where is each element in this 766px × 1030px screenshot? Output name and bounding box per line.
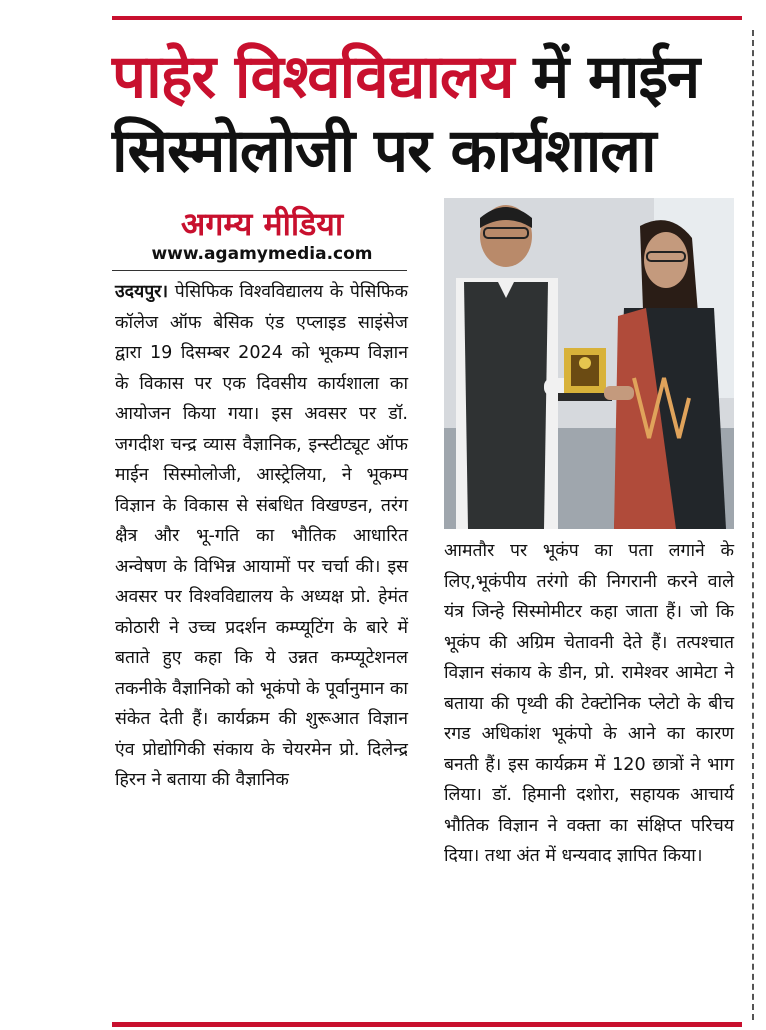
top-red-rule [112,16,742,20]
headline-rest: में माईन [513,42,700,112]
column-dashed-divider [752,30,754,1020]
masthead-logo: अगम्य मीडिया [180,205,344,243]
headline-line-2: सिस्मोलोजी पर कार्यशाला [112,116,656,186]
bottom-red-rule [112,1022,742,1027]
article-column-left [115,277,408,796]
masthead-divider [112,270,407,271]
article-column-right: आमतौर पर भूकंप का पता लगाने के लिए,भूकंपीय तरंगो की निगरानी करने वाले यंत्र जिन्हे सिस्मोमीटर कहा जाता हैं। जो कि भूकंप की अग्रिम चेतावनी देते हैं। तत्पश्चात विज्ञान संकाय के डीन, प्रो. रामेश्वर आमेटा ने बताया की पृथ्वी की टेक्टोनिक प्लेटो के बीच रगड अधिकांश भूकंपो के आने का कारण बनती हैं। इस कार्यक्रम में 120 छात्रों ने भाग लिया। डॉ. हिमानी दशोरा, सहायक आचार्य भौतिक विज्ञान ने वक्ता का संक्षिप्त परिचय दिया। तथा अंत में धन्यवाद ज्ञापित किया। [444,541,734,866]
masthead-url: www.agamymedia.com [151,244,373,264]
event-photo [444,198,734,529]
masthead [112,205,412,265]
award-presentation-illustration [444,198,734,529]
dateline: उदयपुर। [115,282,169,302]
article-body-left: पेसिफिक विश्वविद्यालय के पेसिफिक कॉलेज ऑफ बेसिक एंड एप्लाइड साइंसेज द्वारा 19 दिसम्बर 2024 को भूकम्प विज्ञान के विकास पर एक दिवसीय कार्यशाला का आयोजन किया गया। इस अवसर पर डॉ. जगदीश चन्द्र व्यास वैज्ञानिक, इन्स्टीट्यूट ऑफ माईन सिस्मोलोजी, आस्ट्रेलिया, ने भूकम्प विज्ञान के विकास से संबधित विखण्डन, तरंग क्षैत्र और भू-गति का भौतिक आधारित अन्वेषण के विभिन्न आयामों पर चर्चा की। इस अवसर पर विश्वविद्यालय के अध्यक्ष प्रो. हेमंत कोठारी ने उच्च प्रदर्शन कम्प्यूटिंग के बारे में बताते हुए कहा कि ये उन्नत कम्प्यूटेशनल तकनीके वैज्ञानिको को भूकंपो के पूर्वानुमान का संकेत देती हैं। कार्यक्रम की शुरूआत विज्ञान एंव प्रोद्योगिकी संकाय के चेयरमेन प्रो. दिलेन्द्र हिरन ने बताया की वैज्ञानिक [115,282,409,790]
headline [112,40,752,188]
headline-highlight: पाहेर विश्वविद्यालय [112,42,514,112]
